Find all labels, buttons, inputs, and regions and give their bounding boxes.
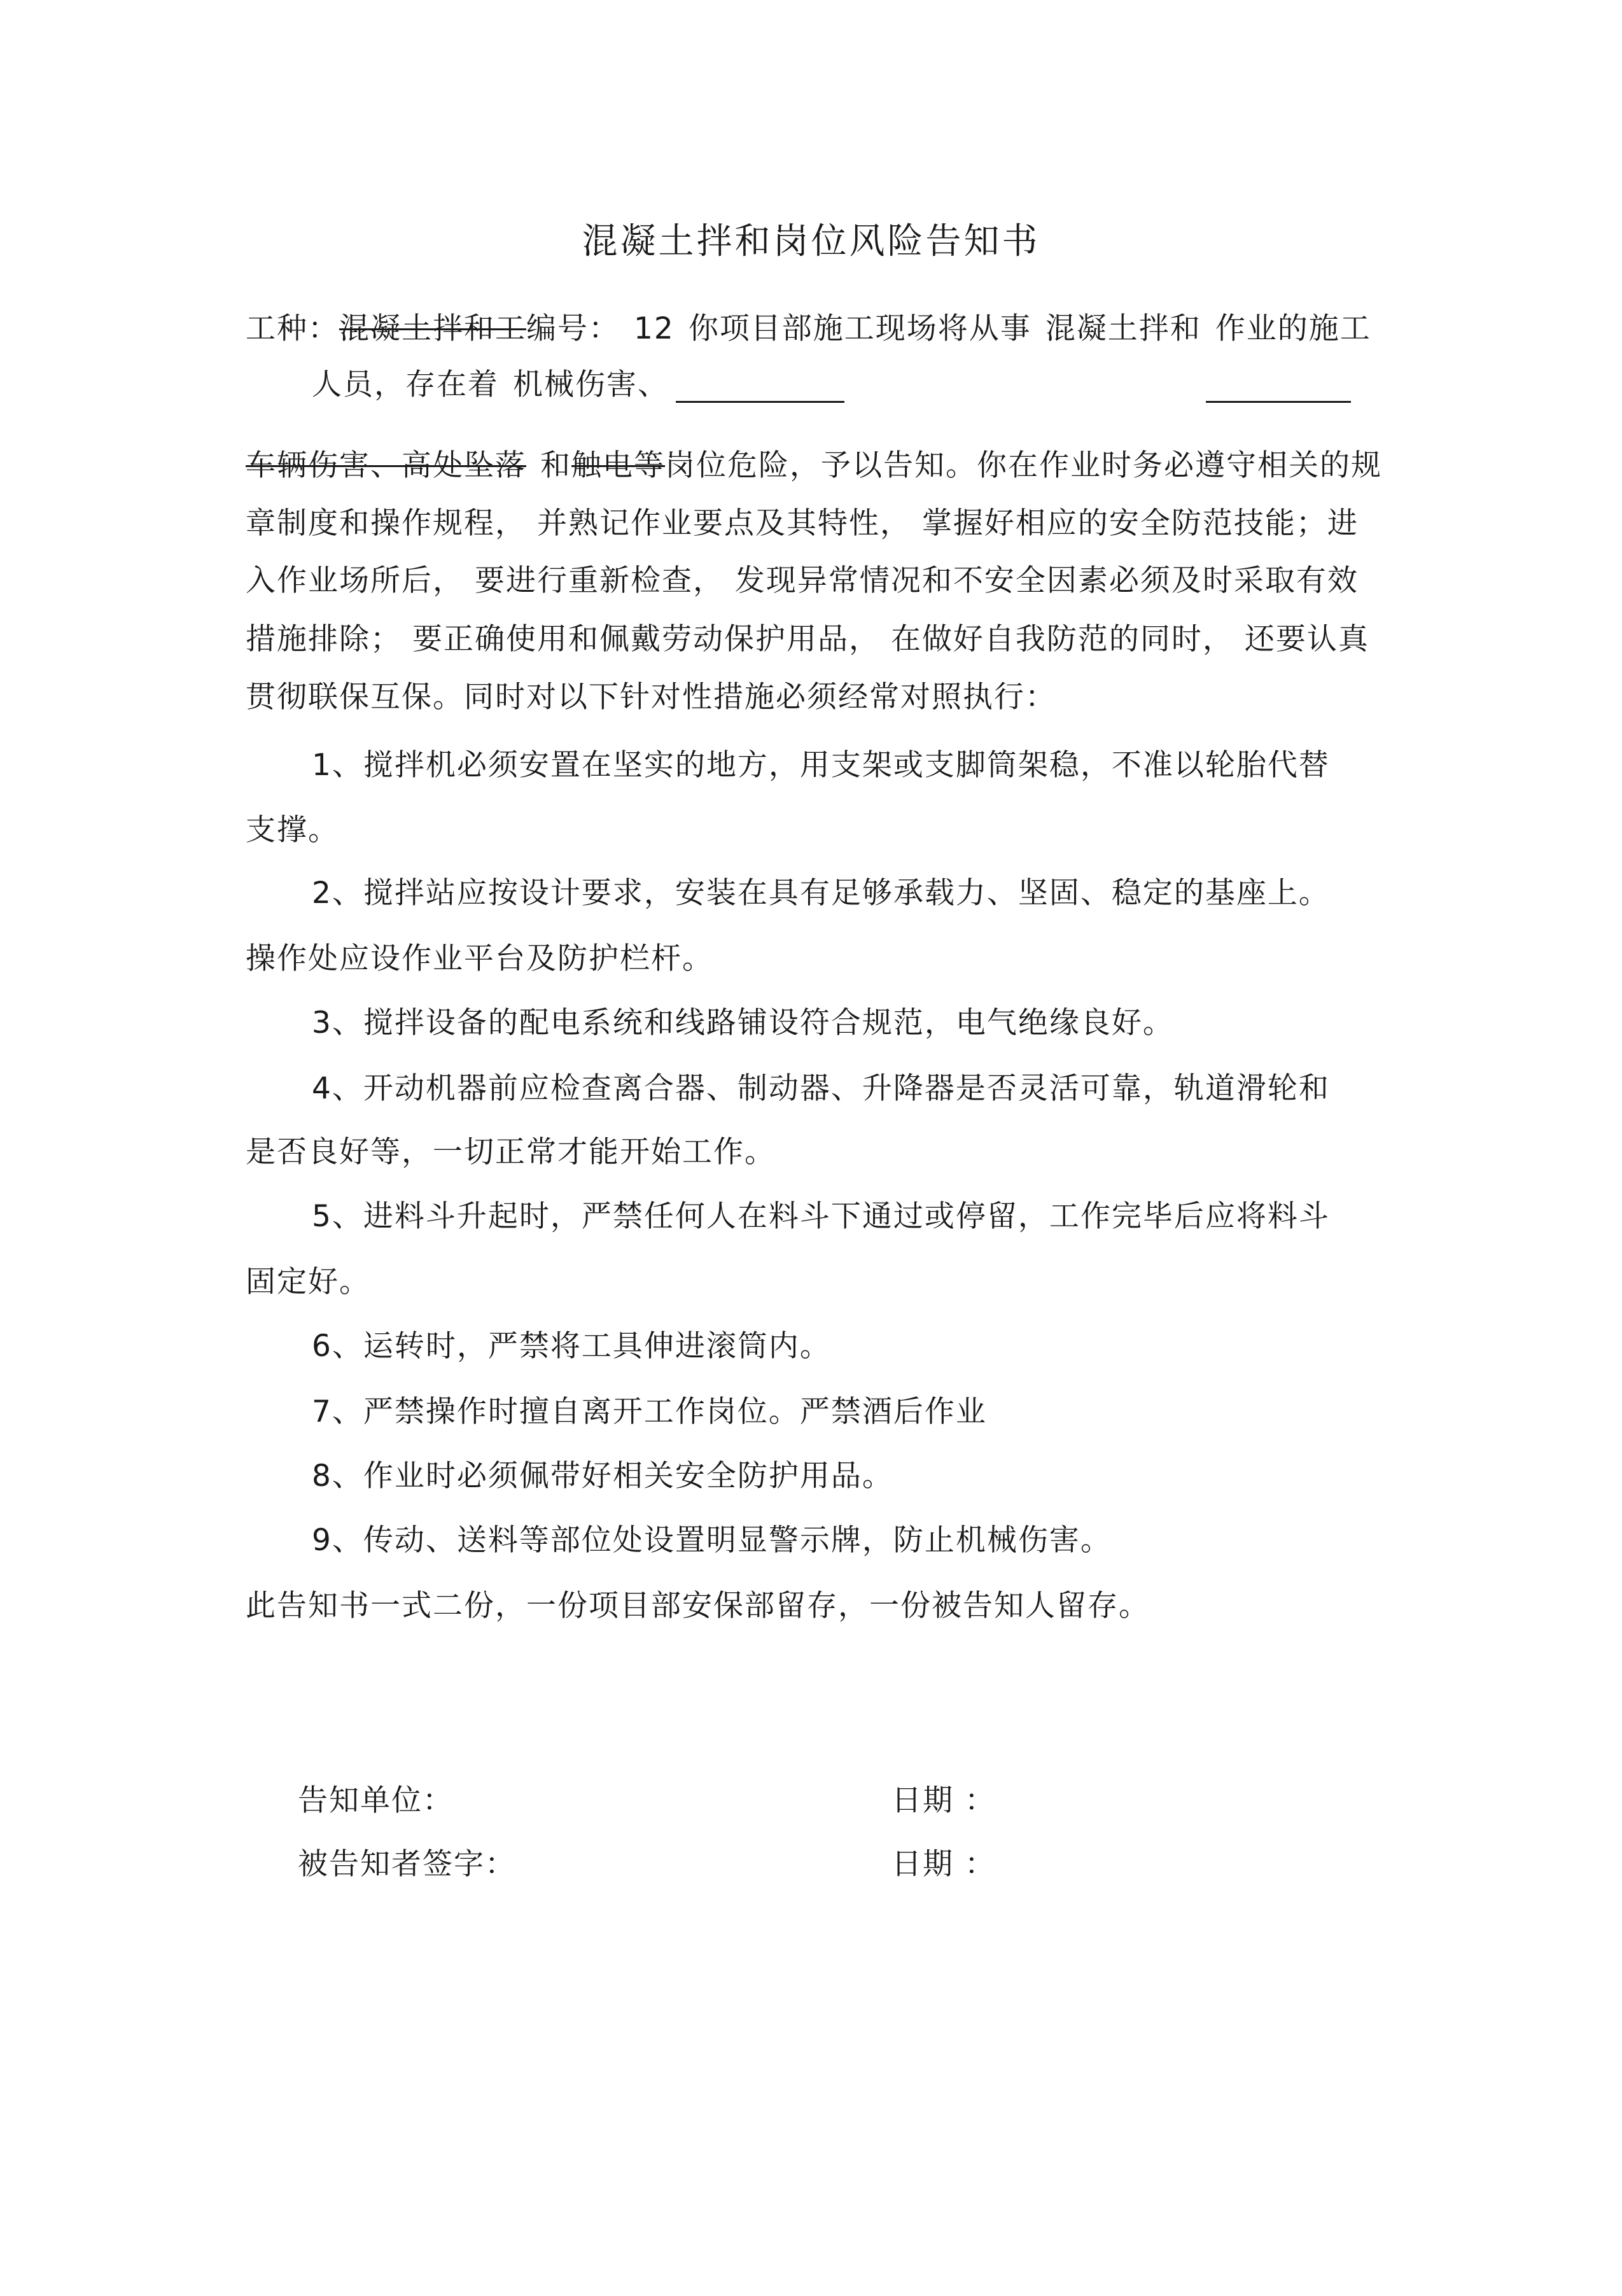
paragraph-rest: 岗位危险，予以告知。你在作业时务必遵守相关的规: [665, 448, 1382, 483]
hazard-fall: 高处坠落: [402, 448, 526, 483]
paragraph-line-1: [246, 447, 1382, 485]
job-value: 混凝土拌和工: [339, 311, 526, 346]
job-label: 工种：: [246, 311, 339, 346]
number-value: 12: [634, 311, 675, 346]
fill-in-blank-1: [676, 401, 844, 403]
line2-text-b: 机械伤害、: [513, 367, 669, 402]
fill-in-blank-2: [1206, 401, 1351, 403]
header-line-2: [312, 366, 669, 404]
item-4-line-2: 是否良好等，一切正常才能开始工作。: [246, 1135, 776, 1170]
paragraph-line-2: 章制度和操作规程， 并熟记作业要点及其特性， 掌握好相应的安全防范技能；进: [246, 506, 1359, 541]
item-5-line-2: 固定好。: [246, 1264, 370, 1299]
signer-label: 被告知者签字：: [298, 1847, 516, 1882]
intro-text-b: 作业的施工: [1215, 311, 1371, 346]
work-type: 混凝土拌和: [1045, 311, 1201, 346]
item-7: 7、严禁操作时擅自离开工作岗位。严禁酒后作业: [312, 1394, 987, 1429]
hazard-and: 和: [540, 448, 571, 483]
date-label-1: 日期 ：: [891, 1783, 996, 1818]
number-label: 编号：: [526, 311, 620, 346]
line2-text-a: 人员，存在着: [312, 367, 499, 402]
hazard-vehicle: 车辆伤害、: [246, 448, 402, 483]
item-6: 6、运转时，严禁将工具伸进滚筒内。: [312, 1329, 831, 1364]
item-4-line-1: 4、开动机器前应检查离合器、制动器、升降器是否灵活可靠，轨道滑轮和: [312, 1071, 1330, 1106]
intro-text-a: 你项目部施工现场将从事: [688, 311, 1031, 346]
item-1-line-1: 1、搅拌机必须安置在坚实的地方，用支架或支脚筒架稳，不准以轮胎代替: [312, 748, 1330, 783]
paragraph-line-4: 措施排除； 要正确使用和佩戴劳动保护用品， 在做好自我防范的同时， 还要认真: [246, 622, 1369, 657]
item-2-line-2: 操作处应设作业平台及防护栏杆。: [246, 941, 713, 976]
item-1-line-2: 支撑。: [246, 813, 339, 848]
item-3: 3、搅拌设备的配电系统和线路铺设符合规范，电气绝缘良好。: [312, 1005, 1174, 1040]
paragraph-line-3: 入作业场所后， 要进行重新检查， 发现异常情况和不安全因素必须及时采取有效: [246, 563, 1359, 598]
footer-note: 此告知书一式二份，一份项目部安保部留存，一份被告知人留存。: [246, 1588, 1150, 1623]
item-5-line-1: 5、进料斗升起时，严禁任何人在料斗下通过或停留，工作完毕后应将料斗: [312, 1199, 1330, 1234]
notifying-unit-label: 告知单位：: [298, 1783, 454, 1818]
item-2-line-1: 2、搅拌站应按设计要求，安装在具有足够承载力、坚固、稳定的基座上。: [312, 876, 1330, 911]
item-9: 9、传动、送料等部位处设置明显警示牌，防止机械伤害。: [312, 1523, 1112, 1558]
document-title: 混凝土拌和岗位风险告知书: [582, 221, 1040, 262]
hazard-electric: 触电等: [571, 448, 665, 483]
date-label-2: 日期 ：: [891, 1847, 996, 1882]
paragraph-line-5: 贯彻联保互保。同时对以下针对性措施必须经常对照执行：: [246, 680, 1056, 715]
item-8: 8、作业时必须佩带好相关安全防护用品。: [312, 1459, 893, 1494]
header-line-1: [246, 310, 1371, 348]
